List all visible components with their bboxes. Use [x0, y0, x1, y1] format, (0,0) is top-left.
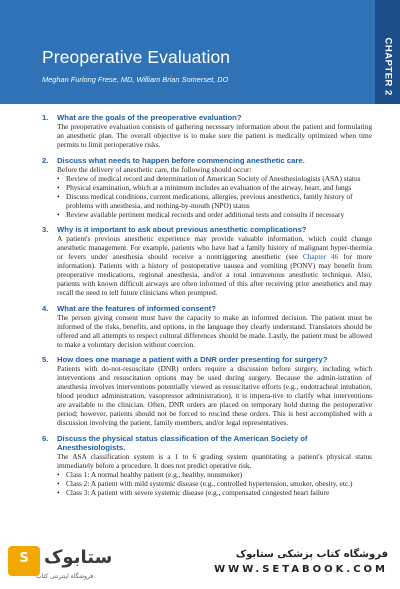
question-number: 6. [42, 433, 49, 443]
list-item: • Review of medical record and determination of American Society of Anesthesiologists (ASA) status [57, 174, 372, 183]
answer-paragraph: The preoperative evaluation consists of gathering necessary information about the patient and formulating an anesthetic plan. The overall objective is to make sure the patient is medically optimized when time permits to limit perioperative risks. [57, 122, 372, 149]
question-number: 1. [42, 113, 49, 122]
question-text: What are the features of informed consent? [57, 303, 216, 313]
answer-paragraph: The person giving consent must have the capacity to make an informed decision. The patient must be informed of the risks, benefits, and options, in the language they clearly understand. Translators should be offered and all attempts to respect cultural differences should be made. Lastly, the patient must be allowed to make a voluntary decision without coercion. [57, 312, 372, 349]
answer-text: for more information). Patients with a history of postoperative nausea and vomiting (PONV) may benefit from preoperative medications, regional anesthesia, and/or a total intravenous anesthetic technique. Also, patients with known difficult airways are often informed of this after receiving prior anesthetics and may recall the need to tell future clinicians when prompted. [57, 252, 372, 297]
bullet-list [42, 470, 372, 497]
question-text: How does one manage a patient with a DNR order presenting for surgery? [57, 355, 328, 364]
question-heading [42, 113, 372, 122]
list-item: • Class 2: A patient with mild systemic disease (e.g., controlled hypertension, smoker, obesity, etc.) [57, 479, 372, 488]
list-item: • Class 1: A normal healthy patient (e.g., healthy, nonsmoker) [57, 470, 372, 479]
question-heading [42, 304, 372, 313]
question-heading [42, 156, 372, 165]
question-number: 2. [42, 155, 49, 165]
question-number: 4. [42, 303, 49, 313]
chapter-label [383, 38, 394, 66]
chapter-46-link[interactable]: Chapter 46 [302, 252, 339, 261]
answer-paragraph: The ASA classification system is a 1 to 6 grading system quantitating a patient's physical status immediately before a procedure. It does not predict operative risk. [57, 451, 372, 470]
question-heading [42, 434, 372, 452]
watermark-shop-name: فروشگاه کتاب پزشکی ستابوک [235, 549, 388, 560]
list-item: • Physical examination, which at a minimum includes an evaluation of the airway, heart, and lungs [57, 183, 372, 192]
question-text: What are the goals of the preoperative evaluation? [57, 113, 242, 122]
answer-paragraph: Before the delivery of anesthetic care, the following should occur: [57, 164, 252, 174]
question-text: Discuss what needs to happen before commencing anesthetic care. [57, 155, 305, 165]
question-text: Discuss the physical status classification of the American Society of Anesthesiologists. [57, 433, 308, 452]
watermark-logo-text: ستابوک [44, 547, 113, 568]
authors-line: Meghan Furlong Frese, MD, William Brian Somerset, DO [42, 75, 229, 84]
answer-text: A patient's previous anesthetic experience may provide valuable information, which could change anesthetic management. For example, patients who have had a family history of malignant hyper-thermia or fevers under anesthesia should receive a nontriggering anesthetic (see [57, 234, 372, 261]
watermark-logo-subtitle: فروشگاه اینترنتی کتاب [36, 573, 94, 580]
page-title: Preoperative Evaluation [42, 47, 231, 67]
watermark-website: WWW.SETABOOK.COM [214, 564, 388, 575]
question-heading [42, 225, 372, 234]
question-heading [42, 355, 372, 364]
answer-paragraph: Patients with do-not-resuscitate (DNR) orders require a discussion before surgery, including which interventions and resuscitation options may be used during surgery. Because the admin-istration of anesthesia involves interventions potentially viewed as resuscitative efforts (e.g., endotracheal intubation, blood product administration, vasopressor administration), it is impera-tive to clarify what interventions are available to the clinician. Often, DNR orders are placed on temporary hold during the perioperative period; however, patients should not be forced to rescind these orders. This is best accomplished with a discussion involving the patient, family members, and/or legal representatives. [57, 364, 372, 427]
question-text: Why is it important to ask about previous anesthetic complications? [57, 225, 307, 234]
list-item: • Discuss medical conditions, current medications, allergies, previous anesthetics, family history of problems with anesthesia, and nothing-by-mouth (NPO) status [57, 192, 372, 210]
page-content [42, 113, 372, 497]
bullet-list [42, 174, 372, 219]
watermark-logo-icon: S [8, 546, 40, 576]
list-item: • Review available pertinent medical records and order additional tests and consults if necessary [57, 210, 372, 219]
question-number: 5. [42, 355, 49, 364]
question-number: 3. [42, 225, 49, 234]
answer-paragraph [42, 234, 372, 297]
list-item: • Class 3: A patient with severe systemic disease (e.g., compensated congested heart failure [57, 488, 372, 497]
